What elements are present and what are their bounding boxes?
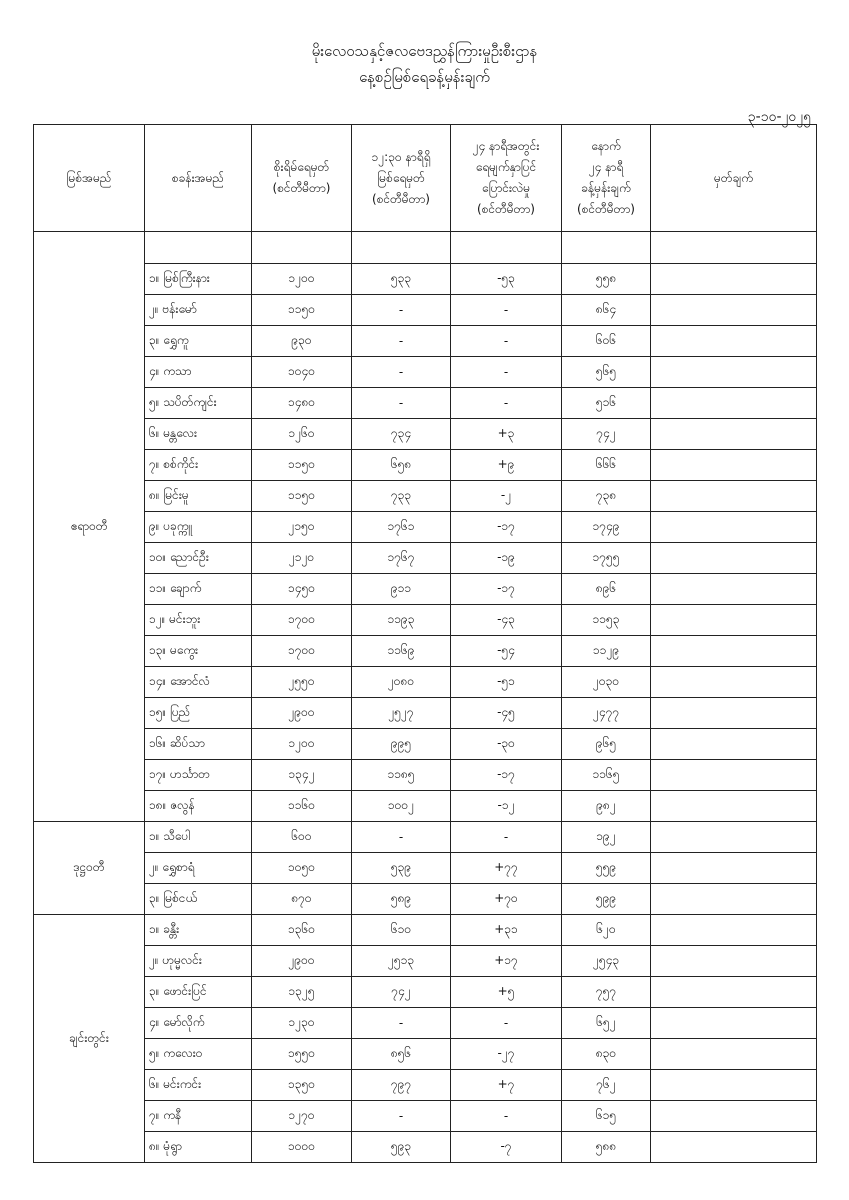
table-row — [34, 760, 817, 791]
current-level-cell: - — [352, 295, 451, 326]
remarks-cell — [651, 326, 817, 357]
danger-level-cell: ၁၂၀၀ — [252, 264, 352, 295]
header-river: မြစ်အမည် — [34, 125, 145, 232]
remarks-cell — [651, 760, 817, 791]
forecast-cell: ၁၁၅၃ — [562, 605, 651, 636]
forecast-cell: ၇၄၂ — [562, 419, 651, 450]
table-row — [34, 1070, 817, 1101]
change-cell: -၁၂ — [451, 791, 562, 822]
current-level-cell: ၁၇၆၇ — [352, 543, 451, 574]
station-cell: ၃။ မြစ်ငယ် — [145, 884, 252, 915]
table-row — [34, 1101, 817, 1132]
change-cell: - — [451, 822, 562, 853]
station-cell: ၇။ ကနီ — [145, 1101, 252, 1132]
header-remarks: မှတ်ချက် — [651, 125, 817, 232]
change-cell: +၅ — [451, 977, 562, 1008]
remarks-cell — [651, 884, 817, 915]
table-row — [34, 946, 817, 977]
forecast-cell: ၉၆၅ — [562, 729, 651, 760]
remarks-cell — [651, 698, 817, 729]
current-level-cell: ၇၃၃ — [352, 481, 451, 512]
station-cell: ၆။ မင်းကင်း — [145, 1070, 252, 1101]
station-cell: ၁၁။ ချောက် — [145, 574, 252, 605]
danger-level-cell: ၁၃၂၅ — [252, 977, 352, 1008]
remarks-cell — [651, 915, 817, 946]
remarks-cell — [651, 791, 817, 822]
spacer-row — [34, 232, 817, 264]
forecast-cell: ၁၉၂ — [562, 822, 651, 853]
table-row — [34, 295, 817, 326]
forecast-cell: ၈၃၀ — [562, 1039, 651, 1070]
header-danger-level: စိုးရိမ်ရေမှတ် (စင်တီမီတာ) — [252, 125, 352, 232]
current-level-cell: - — [352, 1008, 451, 1039]
danger-level-cell: ၁၁၅၀ — [252, 450, 352, 481]
remarks-cell — [651, 264, 817, 295]
current-level-cell: ၅၃၃ — [352, 264, 451, 295]
danger-level-cell: ၂၁၂၀ — [252, 543, 352, 574]
forecast-cell: ၂၄၇၇ — [562, 698, 651, 729]
danger-level-cell: ၂၅၅၀ — [252, 667, 352, 698]
table-row — [34, 1008, 817, 1039]
table-row — [34, 357, 817, 388]
table-row — [34, 822, 817, 853]
remarks-cell — [651, 295, 817, 326]
station-cell: ၃။ ရွှေကူ — [145, 326, 252, 357]
table-row — [34, 574, 817, 605]
danger-level-cell: ၁၂၆၀ — [252, 419, 352, 450]
table-row — [34, 791, 817, 822]
remarks-cell — [651, 357, 817, 388]
danger-level-cell: ၁၇၀၀ — [252, 605, 352, 636]
current-level-cell: ၆၁၀ — [352, 915, 451, 946]
current-level-cell: ၂၀၈၀ — [352, 667, 451, 698]
table-row — [34, 326, 817, 357]
remarks-cell — [651, 450, 817, 481]
change-cell: - — [451, 357, 562, 388]
forecast-cell: ၅၅၈ — [562, 264, 651, 295]
remarks-cell — [651, 1039, 817, 1070]
change-cell: +၇၀ — [451, 884, 562, 915]
forecast-cell: ၆၅၂ — [562, 1008, 651, 1039]
danger-level-cell: ၁၃၄၂ — [252, 760, 352, 791]
change-cell: +၁၇ — [451, 946, 562, 977]
current-level-cell: ၅၃၉ — [352, 853, 451, 884]
station-cell: ၁၇။ ဟင်္သာတ — [145, 760, 252, 791]
current-level-cell: - — [352, 357, 451, 388]
danger-level-cell: ၁၄၈၀ — [252, 388, 352, 419]
current-level-cell: ၅၉၃ — [352, 1132, 451, 1163]
change-cell: -၄၅ — [451, 698, 562, 729]
station-cell: ၁၀။ ညောင်ဦး — [145, 543, 252, 574]
change-cell: -၅၁ — [451, 667, 562, 698]
forecast-cell: ၅၈၈ — [562, 1132, 651, 1163]
table-row — [34, 853, 817, 884]
table-row — [34, 264, 817, 295]
forecast-cell: ၇၃၈ — [562, 481, 651, 512]
header-forecast: နောက် ၂၄ နာရီ ခန့်မှန်းချက် (စင်တီမီတာ) — [562, 125, 651, 232]
change-cell: -၂၇ — [451, 1039, 562, 1070]
change-cell: - — [451, 388, 562, 419]
danger-level-cell: ၁၂၀၀ — [252, 729, 352, 760]
station-cell: ၄။ ကသာ — [145, 357, 252, 388]
current-level-cell: - — [352, 1101, 451, 1132]
page-title: မိုးလေဝသနှင့်ဇလဗေဒညွှန်ကြားမှုဦးစီးဌာန — [311, 42, 538, 60]
station-cell: ၈။ မုံရွာ — [145, 1132, 252, 1163]
danger-level-cell: ၁၅၅၀ — [252, 1039, 352, 1070]
change-cell: -၃၀ — [451, 729, 562, 760]
change-cell: - — [451, 1101, 562, 1132]
station-cell: ၄။ မော်လိုက် — [145, 1008, 252, 1039]
table-row — [34, 450, 817, 481]
change-cell: +၉ — [451, 450, 562, 481]
remarks-cell — [651, 512, 817, 543]
remarks-cell — [651, 822, 817, 853]
current-level-cell: ၁၁၆၉ — [352, 636, 451, 667]
change-cell: -၅၃ — [451, 264, 562, 295]
header-current-level: ၁၂:၃၀ နာရီရှိ မြစ်ရေမှတ် (စင်တီမီတာ) — [352, 125, 451, 232]
current-level-cell: ၁၇၆၁ — [352, 512, 451, 543]
station-cell: ၁၈။ ဇလွန် — [145, 791, 252, 822]
forecast-cell: ၈၆၄ — [562, 295, 651, 326]
table-row — [34, 419, 817, 450]
river-name-cell: ဧရာဝတီ — [34, 232, 145, 822]
danger-level-cell: ၈၇၀ — [252, 884, 352, 915]
station-cell: ၃။ ဖောင်းပြင် — [145, 977, 252, 1008]
forecast-cell: ၅၆၅ — [562, 357, 651, 388]
change-cell: - — [451, 326, 562, 357]
forecast-cell: ၁၁၂၉ — [562, 636, 651, 667]
station-cell: ၅။ ကလေးဝ — [145, 1039, 252, 1070]
forecast-cell: ၇၆၂ — [562, 1070, 651, 1101]
forecast-cell: ၂၅၄၃ — [562, 946, 651, 977]
station-cell: ၁၄။ အောင်လံ — [145, 667, 252, 698]
current-level-cell: ၇၄၂ — [352, 977, 451, 1008]
remarks-cell — [651, 729, 817, 760]
table-row — [34, 667, 817, 698]
station-cell: ၁၆။ ဆိပ်သာ — [145, 729, 252, 760]
table-row — [34, 977, 817, 1008]
danger-level-cell: ၂၉၀၀ — [252, 946, 352, 977]
current-level-cell: ၂၅၁၃ — [352, 946, 451, 977]
table-row — [34, 884, 817, 915]
station-cell: ၁၅။ ပြည် — [145, 698, 252, 729]
danger-level-cell: ၁၀၄၀ — [252, 357, 352, 388]
current-level-cell: - — [352, 822, 451, 853]
current-level-cell: ၇၉၇ — [352, 1070, 451, 1101]
forecast-cell: ၆၆၆ — [562, 450, 651, 481]
change-cell: -၁၇ — [451, 512, 562, 543]
station-cell: ၉။ ပခုက္ကူ — [145, 512, 252, 543]
table-row — [34, 915, 817, 946]
change-cell: -၅၄ — [451, 636, 562, 667]
danger-level-cell: ၁၇၀၀ — [252, 636, 352, 667]
table-row — [34, 698, 817, 729]
page-subtitle: နေ့စဉ်မြစ်ရေခန့်မှန်းချက် — [359, 68, 490, 86]
remarks-cell — [651, 419, 817, 450]
station-cell: ၁။ သီပေါ — [145, 822, 252, 853]
remarks-cell — [651, 574, 817, 605]
river-name-cell: ဒုဋ္ဌဝတီ — [34, 822, 145, 915]
change-cell: +၇၇ — [451, 853, 562, 884]
header-row — [34, 125, 817, 232]
remarks-cell — [651, 1132, 817, 1163]
report-date: ၃-၁၀-၂၀၂၅ — [747, 109, 811, 125]
station-cell: ၂။ ဟုမ္မလင်း — [145, 946, 252, 977]
forecast-cell: ၇၅၇ — [562, 977, 651, 1008]
change-cell: +၃၁ — [451, 915, 562, 946]
danger-level-cell: ၂၁၅၀ — [252, 512, 352, 543]
remarks-cell — [651, 388, 817, 419]
station-cell: ၁။ မြစ်ကြီးနား — [145, 264, 252, 295]
forecast-cell: ၆၁၅ — [562, 1101, 651, 1132]
station-cell: ၁၃။ မကွေး — [145, 636, 252, 667]
current-level-cell: ၇၃၄ — [352, 419, 451, 450]
remarks-cell — [651, 636, 817, 667]
forecast-cell: ၅၅၉ — [562, 853, 651, 884]
danger-level-cell: ၂၉၀၀ — [252, 698, 352, 729]
change-cell: +၇ — [451, 1070, 562, 1101]
forecast-cell: ၂၀၃၀ — [562, 667, 651, 698]
change-cell: - — [451, 295, 562, 326]
current-level-cell: ၉၁၁ — [352, 574, 451, 605]
forecast-cell: ၆၀၆ — [562, 326, 651, 357]
remarks-cell — [651, 1070, 817, 1101]
danger-level-cell: ၁၂၇၀ — [252, 1101, 352, 1132]
table-row — [34, 729, 817, 760]
remarks-cell — [651, 1101, 817, 1132]
table-body — [34, 232, 817, 1163]
station-cell: ၂။ ဗန်းမော် — [145, 295, 252, 326]
forecast-cell: ၅၁၆ — [562, 388, 651, 419]
current-level-cell: ၆၅၈ — [352, 450, 451, 481]
current-level-cell: ၂၅၂၇ — [352, 698, 451, 729]
danger-level-cell: ၉၃၀ — [252, 326, 352, 357]
current-level-cell: - — [352, 326, 451, 357]
current-level-cell: ၁၁၉၃ — [352, 605, 451, 636]
danger-level-cell: ၁၃၆၀ — [252, 915, 352, 946]
current-level-cell: ၈၅၆ — [352, 1039, 451, 1070]
remarks-cell — [651, 543, 817, 574]
change-cell: +၃ — [451, 419, 562, 450]
table-row — [34, 1039, 817, 1070]
current-level-cell: ၅၈၉ — [352, 884, 451, 915]
header-station: စခန်းအမည် — [145, 125, 252, 232]
remarks-cell — [651, 605, 817, 636]
forecast-cell: ၉၈၂ — [562, 791, 651, 822]
station-cell: ၆။ မန္တလေး — [145, 419, 252, 450]
station-cell: ၁။ ခန္တီး — [145, 915, 252, 946]
table-row — [34, 388, 817, 419]
current-level-cell: - — [352, 388, 451, 419]
danger-level-cell: ၁၁၆၀ — [252, 791, 352, 822]
river-name-cell: ချင်းတွင်း — [34, 915, 145, 1163]
station-cell: ၇။ စစ်ကိုင်း — [145, 450, 252, 481]
forecast-cell: ၆၂၀ — [562, 915, 651, 946]
station-cell: ၈။ မြင်းမူ — [145, 481, 252, 512]
danger-level-cell: ၁၁၅၀ — [252, 481, 352, 512]
table-row — [34, 605, 817, 636]
forecast-cell: ၁၇၄၉ — [562, 512, 651, 543]
current-level-cell: ၁၀၀၂ — [352, 791, 451, 822]
table-row — [34, 543, 817, 574]
current-level-cell: ၉၉၅ — [352, 729, 451, 760]
table-row — [34, 1132, 817, 1163]
station-cell: ၁၂။ မင်းဘူး — [145, 605, 252, 636]
danger-level-cell: ၁၂၃၀ — [252, 1008, 352, 1039]
danger-level-cell: ၆၀၀ — [252, 822, 352, 853]
danger-level-cell: ၁၃၅၀ — [252, 1070, 352, 1101]
river-forecast-table — [33, 124, 817, 1163]
remarks-cell — [651, 946, 817, 977]
station-cell: ၅။ သပိတ်ကျင်း — [145, 388, 252, 419]
forecast-cell: ၈၉၆ — [562, 574, 651, 605]
remarks-cell — [651, 667, 817, 698]
change-cell: -၄၃ — [451, 605, 562, 636]
remarks-cell — [651, 481, 817, 512]
remarks-cell — [651, 1008, 817, 1039]
danger-level-cell: ၁၀၀၀ — [252, 1132, 352, 1163]
forecast-cell: ၁၁၆၅ — [562, 760, 651, 791]
remarks-cell — [651, 853, 817, 884]
table-row — [34, 636, 817, 667]
remarks-cell — [651, 977, 817, 1008]
change-cell: -၂ — [451, 481, 562, 512]
change-cell: - — [451, 1008, 562, 1039]
change-cell: -၁၇ — [451, 574, 562, 605]
change-cell: -၁၇ — [451, 760, 562, 791]
forecast-cell: ၅၉၉ — [562, 884, 651, 915]
forecast-cell: ၁၇၅၅ — [562, 543, 651, 574]
table-row — [34, 512, 817, 543]
table-row — [34, 481, 817, 512]
change-cell: -၁၉ — [451, 543, 562, 574]
danger-level-cell: ၁၄၅၀ — [252, 574, 352, 605]
station-cell: ၂။ ရွှေစာရံ — [145, 853, 252, 884]
header-change: ၂၄ နာရီအတွင်း ရေမျက်နှာပြင် ပြောင်းလဲမှု (စင်တီမီတာ) — [451, 125, 562, 232]
change-cell: -၇ — [451, 1132, 562, 1163]
danger-level-cell: ၁၀၅၀ — [252, 853, 352, 884]
current-level-cell: ၁၁၈၅ — [352, 760, 451, 791]
danger-level-cell: ၁၁၅၀ — [252, 295, 352, 326]
